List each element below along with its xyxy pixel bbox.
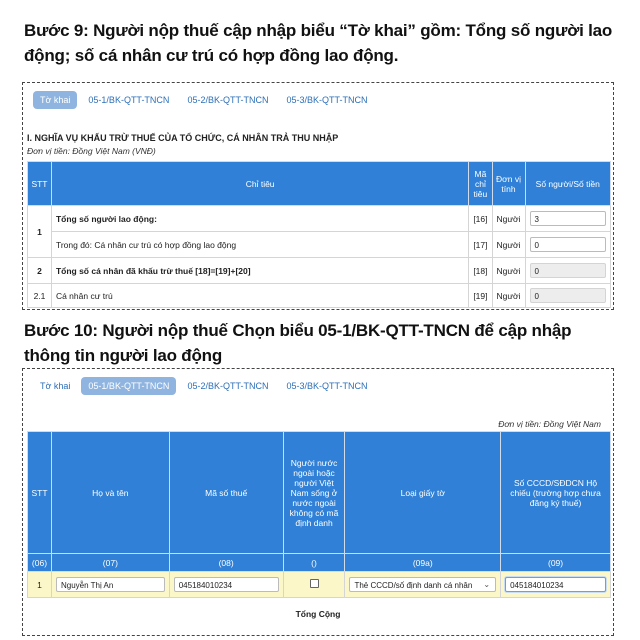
table-row [28,258,611,284]
employee-table [27,431,611,598]
declaration-panel [22,82,614,310]
header-so-nguoi: Số người/Số tiền [525,162,610,206]
header-chi-tieu: Chỉ tiêu [51,162,468,206]
header-mst: Mã số thuế [169,432,283,554]
code-07: (07) [51,554,169,572]
tax-code-input[interactable]: 045184010234 [174,577,279,592]
row-unit: Người [492,284,525,308]
table-row [28,206,611,232]
header-loai-giay-to: Loại giấy tờ [345,432,501,554]
row-stt: 1 [28,206,52,258]
currency-unit: Đơn vị tiền: Đồng Việt Nam (VNĐ) [27,146,156,156]
total-label: Tổng Cộng [295,609,341,619]
full-name-input[interactable]: Nguyễn Thị An [56,577,165,592]
document-type-value: Thẻ CCCD/số định danh cá nhân [354,581,473,590]
header-nuoc-ngoai: Người nước ngoài hoặc người Việt Nam sống ở nước ngoài không có mã định danh [283,432,345,554]
tab-05-1[interactable]: 05-1/BK-QTT-TNCN [88,95,170,105]
step-9-heading: Bước 9: Người nộp thuế cập nhập biểu “Tờ khai” gồm: Tổng số người lao động; số cá nhân cư trú có hợp đồng lao động. [24,21,613,65]
row-code: [16] [469,206,492,232]
code-09a: (09a) [345,554,501,572]
table-row [28,284,611,308]
foreigner-checkbox[interactable] [310,579,319,588]
form-tabs [33,91,374,109]
declaration-table [27,161,611,308]
table-row [28,232,611,258]
row-unit: Người [492,206,525,232]
tab-to-khai[interactable]: Tờ khai [33,91,77,109]
resident-contract-input[interactable]: 0 [530,237,606,252]
tab-05-2[interactable]: 05-2/BK-QTT-TNCN [187,381,269,391]
employee-list-panel [22,368,614,636]
header-don-vi-tinh: Đơn vị tính [492,162,525,206]
tab-to-khai[interactable]: Tờ khai [40,381,71,391]
row-label: Tổng số người lao động: [51,206,468,232]
row-code: [18] [469,258,492,284]
row-stt: 2 [28,258,52,284]
row-unit: Người [492,258,525,284]
section-title: I. NGHĨA VỤ KHẤU TRỪ THUẾ CỦA TỔ CHỨC, CÁ NHÂN TRẢ THU NHẬP [27,133,339,143]
tab-05-3[interactable]: 05-3/BK-QTT-TNCN [286,381,368,391]
withheld-total-input: 0 [530,263,606,278]
header-ho-ten: Họ và tên [51,432,169,554]
row-label: Cá nhân cư trú [51,284,468,308]
row-unit: Người [492,232,525,258]
code-09: (09) [501,554,611,572]
form-tabs [33,377,374,395]
tab-05-3[interactable]: 05-3/BK-QTT-TNCN [286,95,368,105]
code-06: (06) [28,554,52,572]
code-08: (08) [169,554,283,572]
chevron-down-icon: ⌄ [483,580,491,589]
document-type-select[interactable] [349,577,496,592]
tab-05-2[interactable]: 05-2/BK-QTT-TNCN [187,95,269,105]
table-row [28,572,611,598]
total-employees-input[interactable]: 3 [530,211,606,226]
header-stt: STT [28,432,52,554]
tab-05-1[interactable]: 05-1/BK-QTT-TNCN [81,377,176,395]
currency-unit: Đơn vị tiền: Đồng Việt Nam [498,419,601,429]
row-stt: 1 [28,572,52,598]
resident-withheld-input: 0 [530,288,606,303]
step-10-heading: Bước 10: Người nộp thuế Chọn biểu 05-1/BK-QTT-TNCN để cập nhập thông tin người lao động [24,321,572,365]
id-number-input[interactable]: 045184010234 [505,577,606,592]
row-code: [17] [469,232,492,258]
row-code: [19] [469,284,492,308]
header-stt: STT [28,162,52,206]
header-ma-chi-tieu: Mã chỉ tiêu [469,162,492,206]
code-empty: () [283,554,345,572]
row-stt: 2.1 [28,284,52,308]
header-so-cccd: Số CCCD/SĐDCN Hộ chiếu (trường hợp chưa đăng ký thuế) [501,432,611,554]
row-label: Tổng số cá nhân đã khấu trừ thuế [18]=[19]+[20] [51,258,468,284]
row-label: Trong đó: Cá nhân cư trú có hợp đồng lao động [51,232,468,258]
